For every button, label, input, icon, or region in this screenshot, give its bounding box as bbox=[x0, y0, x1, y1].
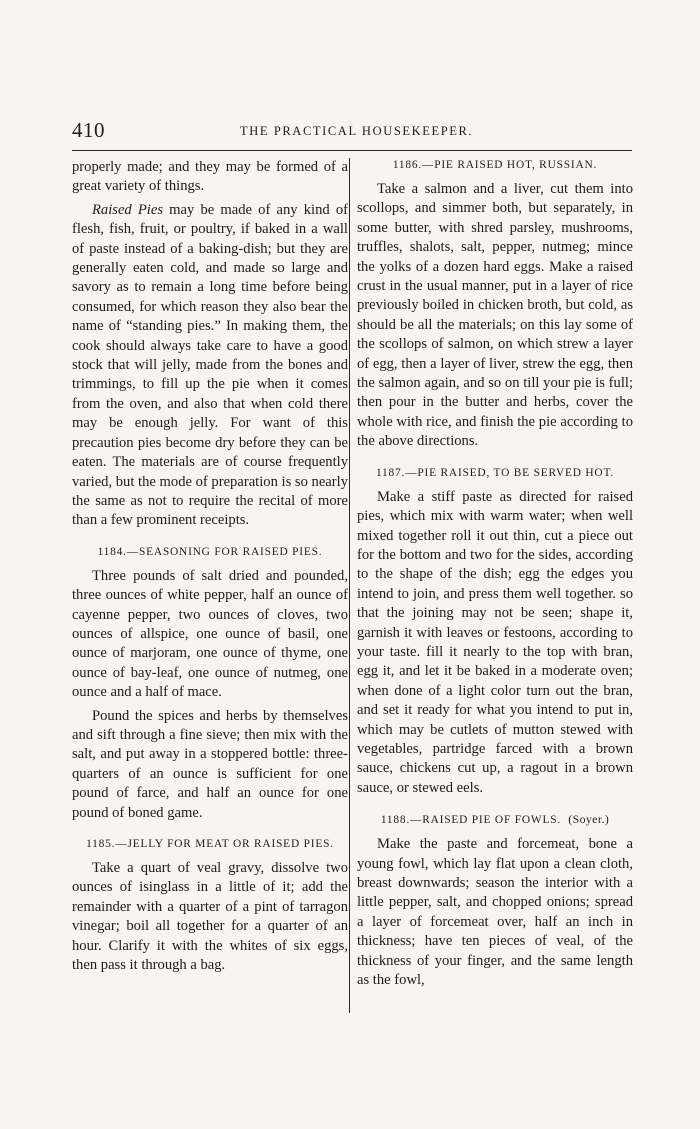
paragraph-text: may be made of any kind of flesh, fish, fruit, or poultry, if baked in a wall of paste instead of a baking-dish; but they are generally eaten cold, and made so large and savory as to remain a long time before being consumed, for which reason they also bear the name of “standing pies.” In making them, the cook should always take care to have a good stock that will jelly, made from the bones and trimmings, to fill up the pie when it comes from the oven, and also that when cold there may be enough jelly. For want of this precaution pies become dry before they can be eaten. The materials are of course frequently varied, but the mode of preparation is so nearly the same as not to require the recital of more than a few prominent receipts. bbox=[72, 201, 348, 529]
paragraph: Three pounds of salt dried and pounded, three ounces of white pepper, half an ounce of cayenne pepper, two ounces of cloves, two ounces of allspice, one ounce of basil, one ounce of marjoram, one ounce of thyme, one ounce of bay-leaf, one ounce of nutmeg, one ounce and a half of mace. bbox=[72, 567, 348, 701]
paragraph: Make a stiff paste as directed for raised pies, which mix with warm water; when well mixed together roll it out thin, cut a piece out for the bottom and two for the sides, according to the shape of the dish; egg the edges you intend to join, and press them well together. so that the joining may not be seen; shape it, garnish it with leaves or festoons, according to your taste. fill it nearly to the top with bran, egg it, and let it be baked in a moderate oven; when done of a light color turn out the bran, and set it ready for what you intend to put in, which may be cutlets of mutton stewed with vegetables, partridge farced with a brown sauce, chickens cut up, a ragout in a brown sauce, or stewed eels. bbox=[357, 488, 633, 796]
paragraph: Make the paste and forcemeat, bone a young fowl, which lay flat upon a clean cloth, breast downwards; season the interior with a little pepper, salt, and chopped onions; spread a layer of forcemeat over, half an inch in thickness; have ten pieces of veal, of the thickness of your finger, and the same length as the fowl, bbox=[357, 836, 633, 989]
heading-attribution: (Soyer.) bbox=[568, 812, 610, 827]
right-column bbox=[357, 158, 633, 994]
recipe-heading-1185: 1185.—JELLY FOR MEAT OR RAISED PIES. bbox=[86, 838, 334, 850]
column-divider bbox=[349, 158, 350, 1013]
paragraph-raised-pies bbox=[72, 201, 348, 531]
recipe-heading-1188 bbox=[357, 812, 633, 828]
recipe-heading-1184: 1184.—SEASONING FOR RAISED PIES. bbox=[97, 545, 323, 558]
running-title: THE PRACTICAL HOUSEKEEPER. bbox=[240, 124, 474, 138]
italic-term: Raised Pies bbox=[92, 201, 164, 218]
recipe-heading-1187: 1187.—PIE RAISED, TO BE SERVED HOT. bbox=[375, 466, 615, 479]
heading-text: 1188.—RAISED PIE OF FOWLS. bbox=[380, 814, 561, 827]
left-column bbox=[72, 158, 348, 979]
paragraph: Pound the spices and herbs by themselves and sift through a fine sieve; then mix with the salt, and put away in a stoppered bottle: three-quarters of an ounce is sufficient for one pound of farce, and half an ounce for one pound of boned game. bbox=[72, 707, 348, 821]
paragraph: properly made; and they may be formed of a great variety of things. bbox=[72, 159, 348, 195]
header-rule bbox=[72, 150, 632, 151]
paragraph: Take a salmon and a liver, cut them into scollops, and simmer both, but separately, in some butter, with shred parsley, mushrooms, truffles, shalots, salt, pepper, nutmeg; mince the yolks of a dozen hard eggs. Make a raised crust in the usual manner, put in a layer of rice previously boiled in chicken broth, but cold, as should be all the materials; on this lay some of the scollops of salmon, on which strew a layer of egg, then a layer of liver, strew the egg, then the salmon again, and so on till your pie is full; then pour in the butter and herbs, cover the whole with rice, and finish the pie according to the above directions. bbox=[357, 181, 633, 450]
page-number: 410 bbox=[72, 118, 105, 142]
paragraph: Take a quart of veal gravy, dissolve two ounces of isinglass in a little of it; add the remainder with a quarter of a pint of tarragon vinegar; boil all together for a quarter of an hour. Clarify it with the whites of six eggs, then pass it through a bag. bbox=[72, 860, 348, 974]
recipe-heading-1186: 1186.—PIE RAISED HOT, RUSSIAN. bbox=[392, 159, 598, 171]
